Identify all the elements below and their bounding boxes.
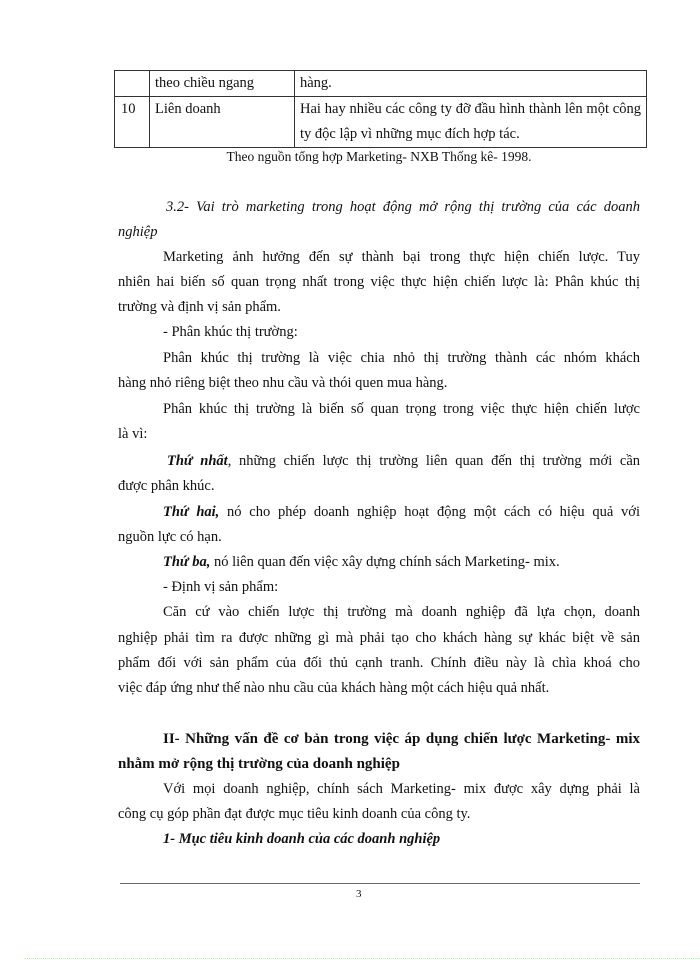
paragraph-line: trường và định vị sản phẩm. xyxy=(118,299,281,315)
paragraph-line: được phân khúc. xyxy=(118,478,215,494)
table-row xyxy=(115,97,647,148)
table-cell-description: hàng. xyxy=(295,71,647,97)
bullet-positioning: - Định vị sản phẩm: xyxy=(163,579,279,595)
third-text: nó liên quan đến việc xây dựng chính sách Marketing- mix. xyxy=(210,554,560,570)
subheading-business-goals: 1- Mục tiêu kinh doanh của các doanh nghiệp xyxy=(163,831,441,847)
paragraph-line: nhiên hai biến số quan trọng nhất trong việc thực hiện chiến lược là: Phân khúc thị xyxy=(118,274,640,290)
paragraph-line: phẩm đối với sản phẩm của đối thủ cạnh tranh. Chính điều này là chìa khoá cho xyxy=(118,655,640,671)
section-heading-3-2-cont: nghiệp xyxy=(118,224,158,240)
bullet-segmentation: - Phân khúc thị trường: xyxy=(163,324,298,340)
table-cell-number: 10 xyxy=(115,97,150,148)
paragraph-line-second xyxy=(118,502,640,522)
first-text: , những chiến lược thị trường liên quan đến thị trường mới cần xyxy=(227,453,641,469)
third-label: Thứ ba, xyxy=(163,554,211,570)
section-heading-II-cont: nhằm mở rộng thị trường của doanh nghiệp xyxy=(118,756,400,772)
section-heading-II: II- Những vấn đề cơ bản trong việc áp dụng chiến lược Marketing- mix xyxy=(163,731,640,747)
table-cell-term: theo chiều ngang xyxy=(150,71,295,97)
paragraph-line: hàng nhỏ riêng biệt theo nhu cầu và thói quen mua hàng. xyxy=(118,375,448,391)
table-cell-description: Hai hay nhiều các công ty đỡ đầu hình thành lên một công ty độc lập vì những mục đích hợp tác. xyxy=(295,97,647,148)
paragraph-line: việc đáp ứng như thế nào nhu cầu của khách hàng một cách hiệu quả nhất. xyxy=(118,680,550,696)
first-label: Thứ nhất xyxy=(167,453,228,469)
paragraph-line-first xyxy=(118,451,640,471)
paragraph-line: nguồn lực có hạn. xyxy=(118,529,222,545)
paragraph-line: Với mọi doanh nghiệp, chính sách Marketing- mix được xây dựng phải là xyxy=(163,781,640,797)
terms-table xyxy=(114,70,647,148)
paragraph-line: công cụ góp phần đạt được mục tiêu kinh doanh của công ty. xyxy=(118,806,471,822)
table-cell-term: Liên doanh xyxy=(150,97,295,148)
table-caption: Theo nguồn tổng hợp Marketing- NXB Thống kê- 1998. xyxy=(226,149,532,164)
paragraph-line: Marketing ảnh hưởng đến sự thành bại trong thực hiện chiến lược. Tuy xyxy=(163,249,640,265)
paragraph-line: Phân khúc thị trường là biến số quan trọng trong việc thực hiện chiến lược xyxy=(163,401,640,417)
paragraph-line: Căn cứ vào chiến lược thị trường mà doanh nghiệp đã lựa chọn, doanh xyxy=(163,604,640,620)
paragraph-line: là vì: xyxy=(118,426,148,442)
table-row xyxy=(115,71,647,97)
page-boundary-dots xyxy=(25,958,700,959)
table-cell-number xyxy=(115,71,150,97)
second-label: Thứ hai, xyxy=(163,504,220,520)
footer-divider xyxy=(120,883,640,884)
second-text: nó cho phép doanh nghiệp hoạt động một cách có hiệu quả với xyxy=(219,504,640,520)
page-number: 3 xyxy=(356,888,362,900)
paragraph-line-third xyxy=(118,552,640,572)
paragraph-line: Phân khúc thị trường là việc chia nhỏ thị trường thành các nhóm khách xyxy=(163,350,640,366)
section-heading-3-2: 3.2- Vai trò marketing trong hoạt động mở rộng thị trường của các doanh xyxy=(166,199,640,215)
paragraph-line: nghiệp phải tìm ra được những gì mà phải tạo cho khách hàng sự khác biệt về sản xyxy=(118,630,640,646)
